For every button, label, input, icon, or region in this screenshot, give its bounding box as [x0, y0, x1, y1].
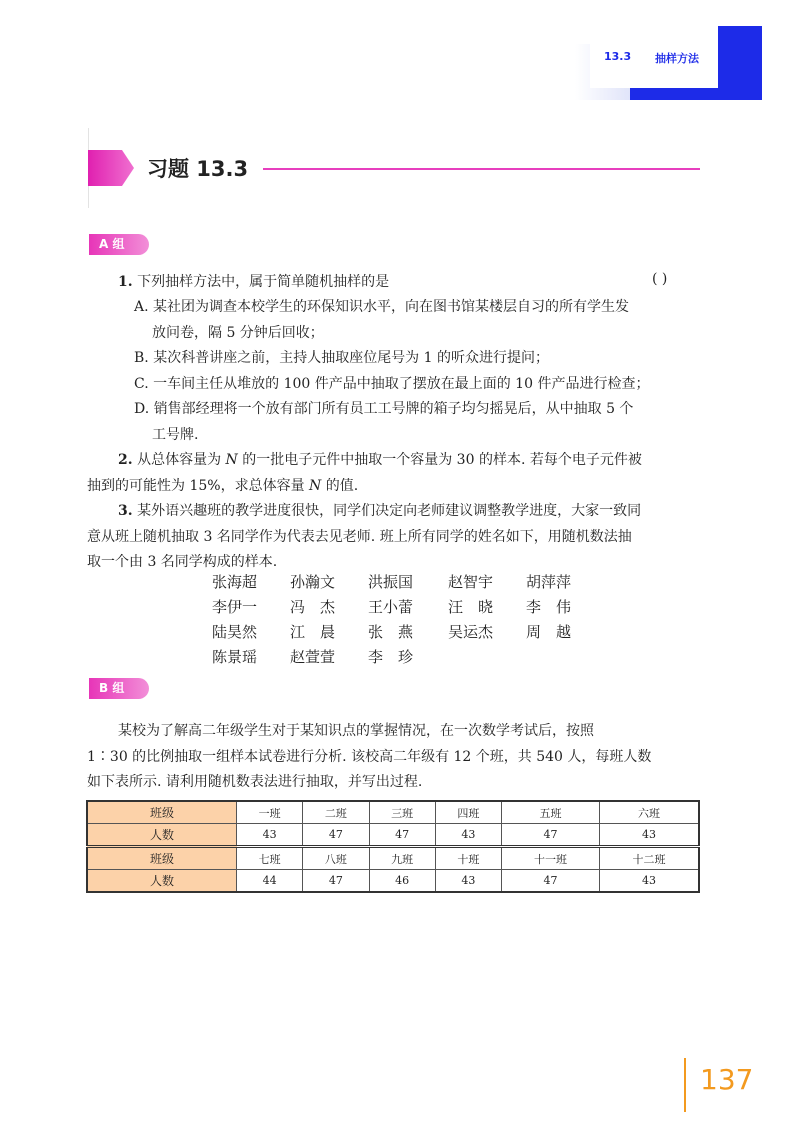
student-name: 冯 杰 — [290, 598, 336, 616]
b-paragraph-2: 1∶30 的比例抽取一组样本试卷进行分析. 该校高二年级有 12 个班，共 540 人，每班人数 — [87, 749, 652, 765]
q2-line-1: 2. 从总体容量为 N 的一批电子元件中抽取一个容量为 30 的样本. 若每个电子元件被 — [118, 452, 642, 468]
count-cell: 44 — [237, 870, 303, 893]
group-b-badge: B 组 — [89, 678, 149, 699]
student-name: 张海超 — [212, 573, 258, 591]
q1-answer-bracket: ( ) — [652, 271, 668, 287]
student-name: 赵智宇 — [448, 573, 494, 591]
student-name: 汪 晓 — [448, 598, 494, 616]
student-name: 李 伟 — [526, 598, 572, 616]
class-cell: 四班 — [435, 801, 501, 824]
q2-line-2: 抽到的可能性为 15%，求总体容量 N 的值. — [87, 478, 359, 494]
header-section-number: 13.3 — [604, 50, 632, 63]
count-cell: 43 — [435, 824, 501, 847]
count-cell: 43 — [600, 870, 699, 893]
row-label-count: 人数 — [87, 824, 237, 847]
row-label-class: 班级 — [87, 801, 237, 824]
class-cell: 五班 — [502, 801, 600, 824]
student-name: 孙瀚文 — [290, 573, 336, 591]
row-label-count: 人数 — [87, 870, 237, 893]
student-name: 吴运杰 — [448, 623, 494, 641]
student-name: 赵萱萱 — [290, 648, 336, 666]
student-name: 陆昊然 — [212, 623, 258, 641]
b-paragraph-1: 某校为了解高二年级学生对于某知识点的掌握情况，在一次数学考试后，按照 — [118, 723, 594, 739]
count-cell: 47 — [303, 824, 369, 847]
q1-option-d-cont: 工号牌. — [152, 427, 199, 443]
header-section-title: 抽样方法 — [655, 52, 699, 65]
count-cell: 47 — [303, 870, 369, 893]
count-cell: 43 — [600, 824, 699, 847]
class-cell: 一班 — [237, 801, 303, 824]
count-cell: 46 — [369, 870, 435, 893]
title-rule — [263, 168, 700, 170]
table-row — [87, 824, 699, 847]
student-name: 胡萍萍 — [526, 573, 572, 591]
page-number: 137 — [700, 1063, 754, 1096]
b-paragraph-3: 如下表所示. 请利用随机数表法进行抽取，并写出过程. — [87, 774, 423, 790]
class-cell: 十二班 — [600, 847, 699, 870]
q3-line-2: 意从班上随机抽取 3 名同学作为代表去见老师. 班上所有同学的姓名如下，用随机数法抽 — [87, 529, 632, 545]
class-cell: 十班 — [435, 847, 501, 870]
title-arrow-icon — [88, 150, 134, 186]
class-cell: 九班 — [369, 847, 435, 870]
class-cell: 七班 — [237, 847, 303, 870]
page-number-rule — [684, 1058, 686, 1112]
count-cell: 47 — [502, 870, 600, 893]
q3-line-3: 取一个由 3 名同学构成的样本. — [87, 554, 278, 570]
student-name: 李伊一 — [212, 598, 258, 616]
q3-line-1: 3. 某外语兴趣班的教学进度很快，同学们决定向老师建议调整教学进度，大家一致同 — [118, 503, 642, 519]
class-cell: 三班 — [369, 801, 435, 824]
q1-option-a-cont: 放问卷，隔 5 分钟后回收； — [152, 325, 324, 341]
count-cell: 47 — [369, 824, 435, 847]
group-a-badge: A 组 — [89, 234, 149, 255]
class-cell: 十一班 — [502, 847, 600, 870]
student-name: 洪振国 — [368, 573, 414, 591]
q1-option-c: C. 一车间主任从堆放的 100 件产品中抽取了摆放在最上面的 10 件产品进行检查； — [134, 376, 650, 392]
student-name: 李 珍 — [368, 648, 414, 666]
count-cell: 47 — [502, 824, 600, 847]
class-cell: 八班 — [303, 847, 369, 870]
q1-stem: 1. 下列抽样方法中，属于简单随机抽样的是 — [118, 274, 390, 290]
student-name: 张 燕 — [368, 623, 414, 641]
student-name: 江 晨 — [290, 623, 336, 641]
table-row — [87, 870, 699, 893]
student-name: 王小蕾 — [368, 598, 414, 616]
q1-option-d: D. 销售部经理将一个放有部门所有员工工号牌的箱子均匀摇晃后，从中抽取 5 个 — [134, 401, 634, 417]
page-title: 习题 13.3 — [147, 157, 249, 181]
class-cell: 六班 — [600, 801, 699, 824]
student-name: 陈景瑶 — [212, 648, 258, 666]
class-cell: 二班 — [303, 801, 369, 824]
count-cell: 43 — [237, 824, 303, 847]
student-name: 周 越 — [526, 623, 572, 641]
class-size-table — [86, 800, 700, 893]
table-row — [87, 801, 699, 824]
q1-option-b: B. 某次科普讲座之前，主持人抽取座位尾号为 1 的听众进行提问； — [134, 350, 549, 366]
count-cell: 43 — [435, 870, 501, 893]
row-label-class: 班级 — [87, 847, 237, 870]
table-row — [87, 847, 699, 870]
q1-option-a: A. 某社团为调查本校学生的环保知识水平，向在图书馆某楼层自习的所有学生发 — [134, 299, 630, 315]
